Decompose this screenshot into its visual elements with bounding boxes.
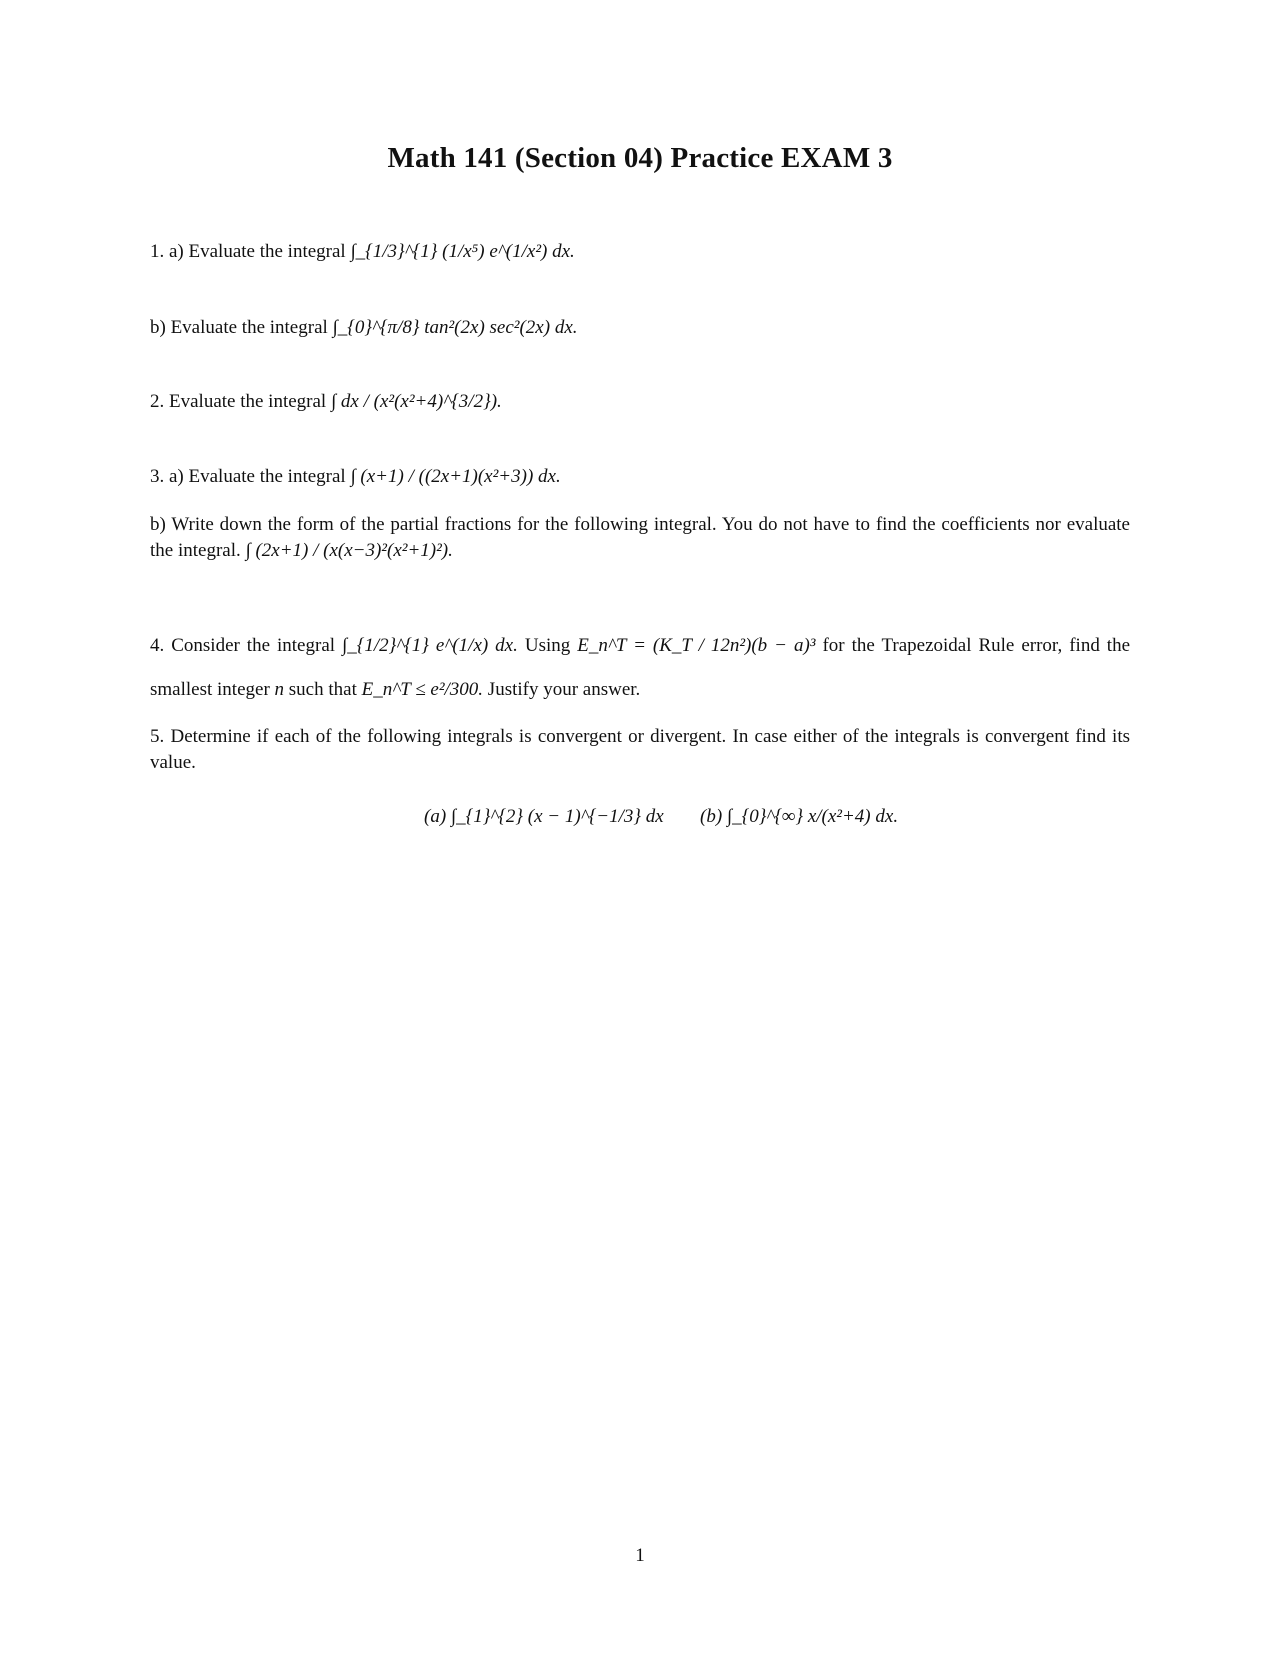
problem-3a [150,465,561,489]
problem-3b [150,512,1130,564]
problem-5b [700,805,898,829]
problem-5a-label: (a) [424,806,447,827]
problem-1b-text: b) Evaluate the integral [150,317,328,338]
problem-5b-label: (b) [700,806,723,827]
problem-4-text-5: Justify your answer. [487,679,641,700]
problem-2-text: 2. Evaluate the integral [150,391,327,412]
problem-3b-math: ∫ (2x+1) / (x(x−3)²(x²+1)²). [245,540,453,561]
problem-4-text-3: for the Trapezoidal Rule error, find the smallest integer [150,635,1131,700]
problem-3a-text: 3. a) Evaluate the integral [150,466,346,487]
problem-2-math: ∫ dx / (x²(x²+4)^{3/2}). [330,391,502,412]
problem-1a-math: ∫_{1/3}^{1} (1/x⁵) e^(1/x²) dx. [350,241,575,262]
problem-4-math-2: E_n^T = (K_T / 12n²)(b − a)³ [577,635,816,656]
problem-1b [150,316,578,340]
problem-1a-text: 1. a) Evaluate the integral [150,241,346,262]
problem-4-math-3: n [274,679,285,700]
problem-4-math-4: E_n^T ≤ e²/300. [361,679,484,700]
problem-4 [150,624,1130,712]
problem-4-text-4: such that [288,679,357,700]
problem-3a-math: ∫ (x+1) / ((2x+1)(x²+3)) dx. [350,466,561,487]
problem-5b-math: ∫_{0}^{∞} x/(x²+4) dx. [726,806,899,827]
problem-1b-math: ∫_{0}^{π/8} tan²(2x) sec²(2x) dx. [332,317,578,338]
problem-5-text: 5. Determine if each of the following integrals is convergent or divergent. In case either of the integrals is convergent find its value. [150,726,1130,773]
problem-5a [424,805,664,829]
problem-2 [150,390,502,414]
problem-5a-math: ∫_{1}^{2} (x − 1)^{−1/3} dx [450,806,664,827]
problem-3b-text: b) Write down the form of the partial fractions for the following integral. You do not have to find the coefficients nor evaluate the integral. [150,514,1130,561]
problem-4-math-1: ∫_{1/2}^{1} e^(1/x) dx. [342,635,518,656]
problem-4-text-2: Using [524,635,571,656]
problem-4-text-1: 4. Consider the integral [150,635,336,656]
problem-5 [150,724,1130,776]
page-title: Math 141 (Section 04) Practice EXAM 3 [387,142,893,174]
page-number: 1 [635,1545,645,1566]
problem-1a [150,240,575,264]
